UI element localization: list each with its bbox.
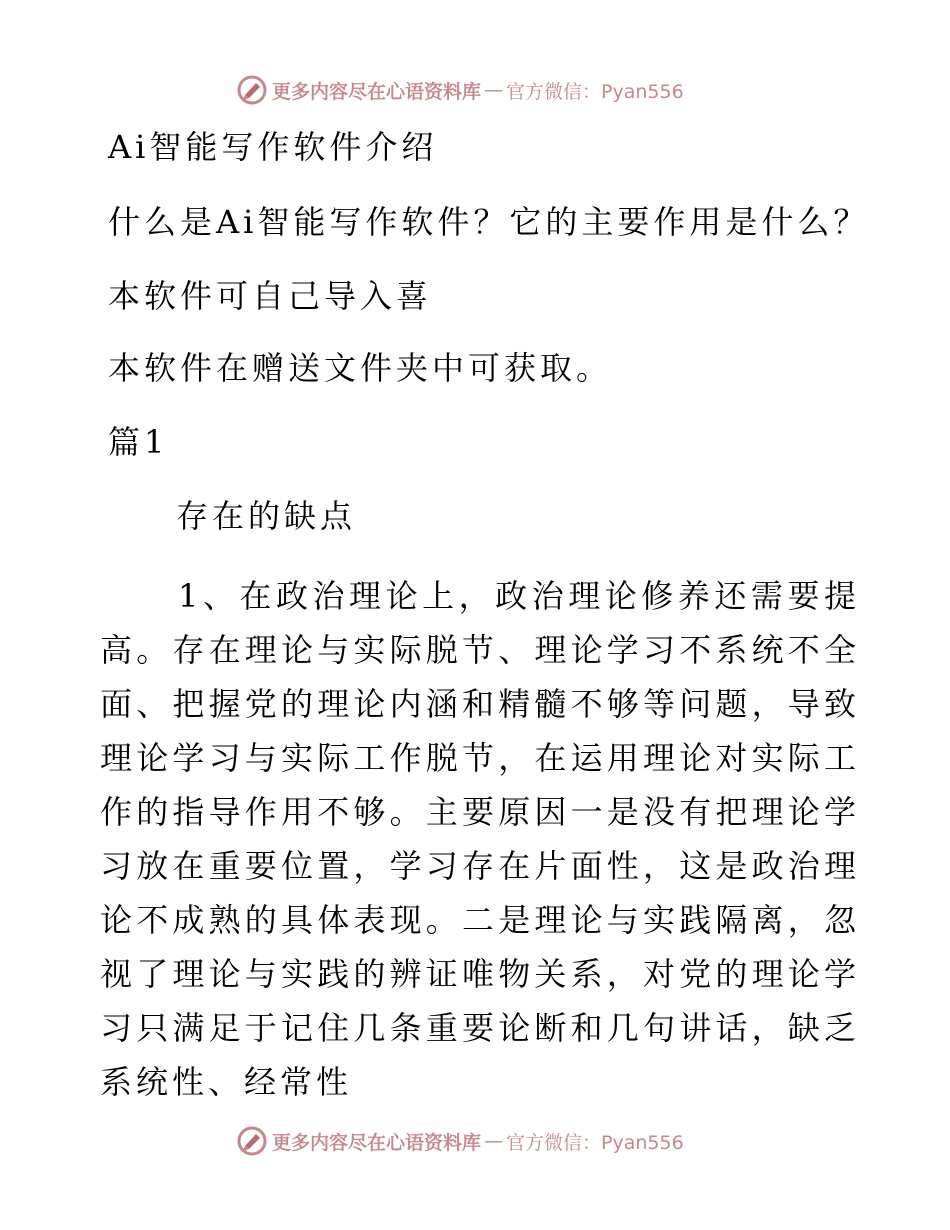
watermark-separator: — xyxy=(484,1130,504,1152)
watermark-text: 更多内容尽在心语资料库 xyxy=(272,1131,482,1154)
obtain-line: 本软件在赠送文件夹中可获取。 xyxy=(108,349,613,387)
brand-logo-icon xyxy=(236,74,268,106)
watermark-contact: 官方微信：Pyan556 xyxy=(506,1131,684,1154)
watermark-separator: — xyxy=(484,79,504,101)
watermark-text: 更多内容尽在心语资料库 xyxy=(272,80,482,103)
header-watermark xyxy=(236,73,684,107)
question-line: 什么是Ai智能写作软件？它的主要作用是什么？ xyxy=(108,203,870,241)
body-paragraph: 1、在政治理论上，政治理论修养还需要提高。存在理论与实际脱节、理论学习不系统不全面、把握党的理论内涵和精髓不够等问题，导致理论学习与实际工作脱节，在运用理论对实际工作的指导作用不够。主要原因一是没有把理论学习放在重要位置，学习存在片面性，这是政治理论不成熟的具体表现。二是理论与实践隔离，忽视了理论与实践的辨证唯物关系，对党的理论学习只满足于记住几条重要论断和几句讲话，缺乏系统性、经常性 xyxy=(100,577,860,1101)
watermark-contact: 官方微信：Pyan556 xyxy=(506,80,684,103)
brand-logo-icon xyxy=(236,1125,268,1157)
import-line: 本软件可自己导入喜 xyxy=(108,277,433,315)
footer-watermark xyxy=(236,1124,684,1158)
chapter-heading: 篇1 xyxy=(108,423,169,461)
section-heading: 存在的缺点 xyxy=(176,497,357,535)
document-title: Ai智能写作软件介绍 xyxy=(108,128,438,166)
